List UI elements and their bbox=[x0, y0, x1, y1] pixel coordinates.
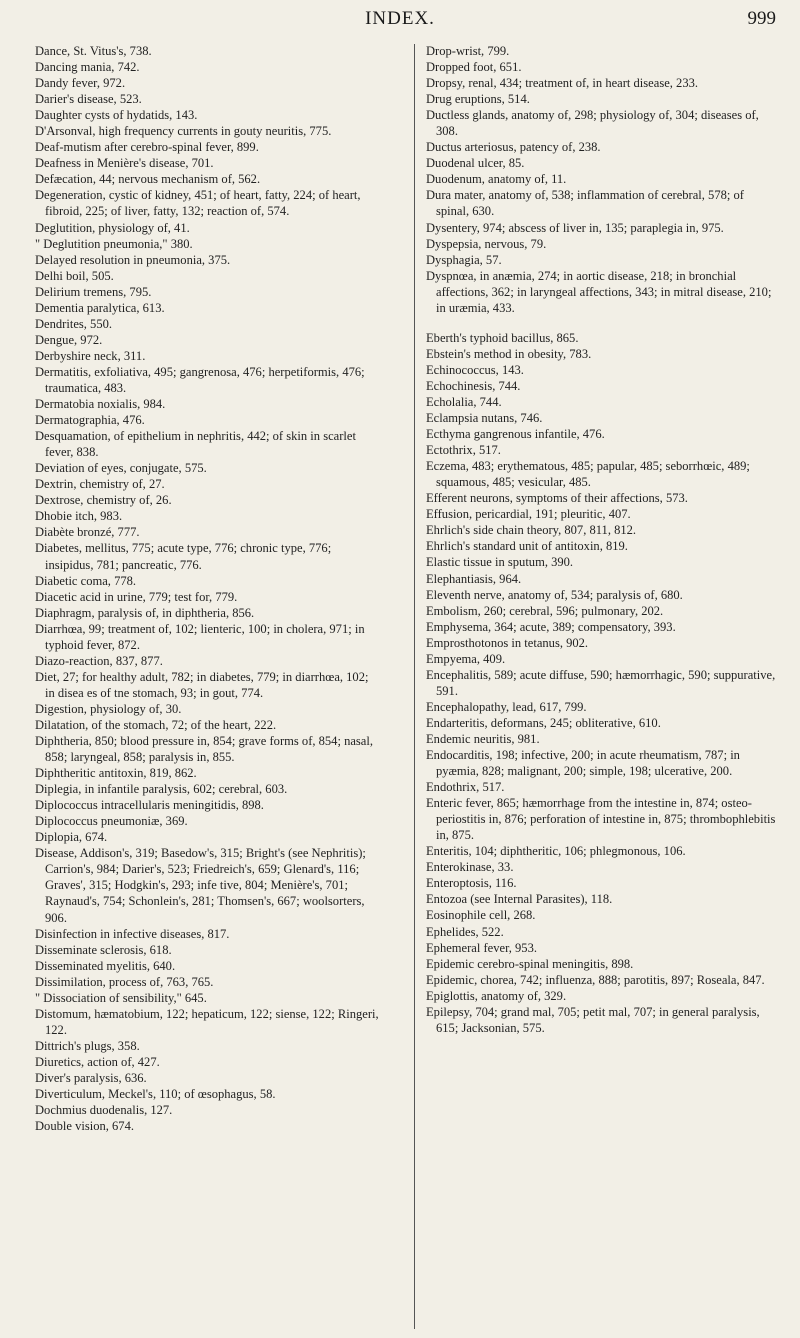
index-entry: Endocarditis, 198; infective, 200; in acute rheumatism, 787; in pyæmia, 828; malignant, 200; simple, 198; ulcerative, 200. bbox=[426, 748, 740, 779]
index-entry: Diverticulum, Meckel's, 110; of œsophagus, 58. bbox=[35, 1087, 276, 1102]
index-entry: Diarrhœa, 99; treatment of, 102; lienteric, 100; in cholera, 971; in typhoid fever, 872. bbox=[35, 621, 365, 652]
index-entry: Encephalopathy, lead, 617, 799. bbox=[426, 699, 587, 714]
index-entry: Deglutition, physiology of, 41. bbox=[35, 220, 190, 235]
index-entry: Eclampsia nutans, 746. bbox=[426, 411, 543, 426]
index-entry: Disseminated myelitis, 640. bbox=[35, 958, 176, 973]
index-entry: Duodenal ulcer, 85. bbox=[426, 156, 525, 171]
index-entry: Degeneration, cystic of kidney, 451; of heart, fatty, 224; of heart, fibroid, 225; of liver, fatty, 132; reaction of, 574. bbox=[35, 188, 361, 219]
index-entry: Diazo-reaction, 837, 877. bbox=[35, 653, 163, 668]
index-entry: Desquamation, of epithelium in nephritis, 442; of skin in scarlet fever, 838. bbox=[35, 429, 356, 460]
index-entry: Diabetic coma, 778. bbox=[35, 573, 137, 588]
index-entry: Dyspnœa, in anæmia, 274; in aortic disease, 218; in bronchial affections, 362; in laryngeal affections, 343; in mitral disease, 210; in uræmia, 433. bbox=[426, 268, 772, 315]
index-entry: Ecthyma gangrenous infantile, 476. bbox=[426, 427, 605, 442]
index-entry: Effusion, pericardial, 191; pleuritic, 407. bbox=[426, 507, 631, 522]
index-entry: Dyspepsia, nervous, 79. bbox=[426, 236, 547, 251]
index-entry: Eberth's typhoid bacillus, 865. bbox=[426, 330, 579, 345]
index-entry: Epidemic, chorea, 742; influenza, 888; parotitis, 897; Roseala, 847. bbox=[426, 972, 765, 987]
index-entry: Double vision, 674. bbox=[35, 1119, 134, 1134]
index-entry: Dermatitis, exfoliativa, 495; gangrenosa, 476; herpetiformis, 476; traumatica, 483. bbox=[35, 364, 365, 395]
index-entry: Dermatobia noxialis, 984. bbox=[35, 397, 166, 412]
index-entry: Eosinophile cell, 268. bbox=[426, 908, 536, 923]
index-entry: Epidemic cerebro-spinal meningitis, 898. bbox=[426, 956, 634, 971]
index-entry: Duodenum, anatomy of, 11. bbox=[426, 172, 567, 187]
page-number: 999 bbox=[747, 8, 776, 29]
index-entry: Drop-wrist, 799. bbox=[426, 44, 510, 58]
index-entry: Dissimilation, process of, 763, 765. bbox=[35, 974, 214, 989]
index-entry: Defæcation, 44; nervous mechanism of, 562. bbox=[35, 172, 261, 187]
index-entry: Diplopia, 674. bbox=[35, 830, 108, 845]
index-entry: Enteroptosis, 116. bbox=[426, 876, 517, 891]
index-entry: Darier's disease, 523. bbox=[35, 92, 142, 107]
index-entry: Ductus arteriosus, patency of, 238. bbox=[426, 140, 601, 155]
index-entry: Diacetic acid in urine, 779; test for, 779. bbox=[35, 589, 238, 604]
index-entry: Daughter cysts of hydatids, 143. bbox=[35, 108, 198, 123]
index-entry: Endothrix, 517. bbox=[426, 780, 505, 795]
index-entry: Echolalia, 744. bbox=[426, 394, 502, 409]
index-entry: Ephemeral fever, 953. bbox=[426, 940, 537, 955]
index-entry: Diabète bronzé, 777. bbox=[35, 525, 140, 540]
index-entry: " Deglutition pneumonia," 380. bbox=[35, 236, 193, 251]
index-entry: Enteric fever, 865; hæmorrhage from the intestine in, 874; osteo-periostitis in, 876; perforation of intestine in, 875; thrombophlebitis in, 875. bbox=[426, 796, 776, 843]
index-entry: Diphtheria, 850; blood pressure in, 854; grave forms of, 854; nasal, 858; laryngeal, 858; paralysis in, 855. bbox=[35, 734, 373, 765]
index-entry: Ehrlich's side chain theory, 807, 811, 812. bbox=[426, 523, 637, 538]
index-entry: Delirium tremens, 795. bbox=[35, 284, 152, 299]
index-entry: Ephelides, 522. bbox=[426, 924, 504, 939]
index-entry: Diplococcus intracellularis meningitidis, 898. bbox=[35, 798, 264, 813]
index-entry: Eczema, 483; erythematous, 485; papular, 485; seborrhœic, 489; squamous, 485; vesicular, 485. bbox=[426, 459, 750, 490]
index-entry: Distomum, hæmatobium, 122; hepaticum, 122; siense, 122; Ringeri, 122. bbox=[35, 1006, 379, 1037]
index-entry: Elephantiasis, 964. bbox=[426, 571, 522, 586]
index-entry: Diver's paralysis, 636. bbox=[35, 1071, 147, 1085]
index-entry: Dermatographia, 476. bbox=[35, 413, 145, 428]
index-entry: Empyema, 409. bbox=[426, 651, 506, 666]
index-entry: Dementia paralytica, 613. bbox=[35, 300, 165, 315]
index-entry: Diabetes, mellitus, 775; acute type, 776; chronic type, 776; insipidus, 781; pancreatic, 776. bbox=[35, 541, 332, 572]
index-entry: Echochinesis, 744. bbox=[426, 378, 521, 393]
index-entry: Efferent neurons, symptoms of their affections, 573. bbox=[426, 491, 688, 506]
index-entry: Dextrin, chemistry of, 27. bbox=[35, 477, 165, 492]
index-entry: Emphysema, 364; acute, 389; compensatory, 393. bbox=[426, 619, 676, 634]
index-entry: Diplegia, in infantile paralysis, 602; cerebral, 603. bbox=[35, 782, 288, 797]
index-entry: Ebstein's method in obesity, 783. bbox=[426, 346, 592, 361]
index-entry: Echinococcus, 143. bbox=[426, 362, 524, 377]
index-entry: Diphtheritic antitoxin, 819, 862. bbox=[35, 766, 197, 781]
index-entry: Deafness in Menière's disease, 701. bbox=[35, 156, 214, 171]
index-entry: Drug eruptions, 514. bbox=[426, 92, 530, 107]
left-column bbox=[35, 43, 379, 1134]
index-entry: Endarteritis, deformans, 245; obliterative, 610. bbox=[426, 715, 661, 730]
index-entry: Dilatation, of the stomach, 72; of the heart, 222. bbox=[35, 717, 277, 732]
index-entry: Dancing mania, 742. bbox=[35, 60, 140, 75]
index-entry: Derbyshire neck, 311. bbox=[35, 348, 146, 363]
index-entry: Eleventh nerve, anatomy of, 534; paralysis of, 680. bbox=[426, 587, 683, 602]
index-entry: Dysphagia, 57. bbox=[426, 252, 502, 267]
index-entry: Epiglottis, anatomy of, 329. bbox=[426, 988, 567, 1003]
index-entry: Digestion, physiology of, 30. bbox=[35, 701, 182, 716]
index-entry: Dendrites, 550. bbox=[35, 316, 113, 331]
index-entry: Ductless glands, anatomy of, 298; physiology of, 304; diseases of, 308. bbox=[426, 108, 759, 139]
index-entry: Entozoa (see Internal Parasites), 118. bbox=[426, 892, 613, 907]
index-entry: Deviation of eyes, conjugate, 575. bbox=[35, 461, 207, 476]
index-entry: Dextrose, chemistry of, 26. bbox=[35, 493, 172, 508]
index-entry: Disease, Addison's, 319; Basedow's, 315; Bright's (see Nephritis); Carrion's, 984; Darier's, 523; Friedreich's, 659; Glenard's, 116; Graves', 315; Hodgkin's, 293; infe tive, 804; Menière's, 701; Raynaud's, 754; Schonlein's, 281; Thomsen's, 667; woolsorters, 906. bbox=[35, 846, 366, 925]
index-entry: Emprosthotonos in tetanus, 902. bbox=[426, 635, 589, 650]
index-entry: Enteritis, 104; diphtheritic, 106; phlegmonous, 106. bbox=[426, 844, 686, 859]
index-entry: Disseminate sclerosis, 618. bbox=[35, 942, 172, 957]
index-entry: Diaphragm, paralysis of, in diphtheria, 856. bbox=[35, 605, 255, 620]
index-entry: Dance, St. Vitus's, 738. bbox=[35, 44, 152, 58]
index-entry: Encephalitis, 589; acute diffuse, 590; hæmorrhagic, 590; suppurative, 591. bbox=[426, 667, 776, 698]
index-entry: Disinfection in infective diseases, 817. bbox=[35, 926, 230, 941]
index-entry: Dhobie itch, 983. bbox=[35, 509, 123, 524]
index-entry: Elastic tissue in sputum, 390. bbox=[426, 555, 574, 570]
index-entry: Ehrlich's standard unit of antitoxin, 819. bbox=[426, 539, 628, 554]
index-entry: Dropsy, renal, 434; treatment of, in heart disease, 233. bbox=[426, 76, 699, 91]
index-entry: Diet, 27; for healthy adult, 782; in diabetes, 779; in diarrhœa, 102; in disea es of tne stomach, 93; in gout, 774. bbox=[35, 669, 369, 700]
index-entry: Delayed resolution in pneumonia, 375. bbox=[35, 252, 231, 267]
index-entry: Dittrich's plugs, 358. bbox=[35, 1038, 140, 1053]
index-entry: Enterokinase, 33. bbox=[426, 860, 514, 875]
page-title: INDEX. bbox=[365, 8, 435, 29]
index-entry: Embolism, 260; cerebral, 596; pulmonary, 202. bbox=[426, 603, 664, 618]
index-entry: Dochmius duodenalis, 127. bbox=[35, 1103, 173, 1118]
index-entry: Dandy fever, 972. bbox=[35, 76, 126, 91]
index-entry: Diuretics, action of, 427. bbox=[35, 1054, 160, 1069]
index-entry: Epilepsy, 704; grand mal, 705; petit mal, 707; in general paralysis, 615; Jacksonian, 575. bbox=[426, 1004, 760, 1035]
index-entry: Diplococcus pneumoniæ, 369. bbox=[35, 814, 188, 829]
index-entry: Ectothrix, 517. bbox=[426, 443, 501, 458]
index-entry: Deaf-mutism after cerebro-spinal fever, 899. bbox=[35, 140, 259, 155]
index-entry: Dropped foot, 651. bbox=[426, 60, 522, 75]
index-entry: Delhi boil, 505. bbox=[35, 268, 114, 283]
right-column bbox=[426, 43, 778, 1036]
index-entry: Dengue, 972. bbox=[35, 332, 103, 347]
index-entry: Dura mater, anatomy of, 538; inflammation of cerebral, 578; of spinal, 630. bbox=[426, 188, 744, 219]
index-entry: Dysentery, 974; abscess of liver in, 135; paraplegia in, 975. bbox=[426, 220, 724, 235]
index-entry: D'Arsonval, high frequency currents in gouty neuritis, 775. bbox=[35, 124, 332, 139]
index-entry: " Dissociation of sensibility," 645. bbox=[35, 990, 207, 1005]
column-divider bbox=[414, 44, 415, 1329]
index-entry: Endemic neuritis, 981. bbox=[426, 731, 540, 746]
